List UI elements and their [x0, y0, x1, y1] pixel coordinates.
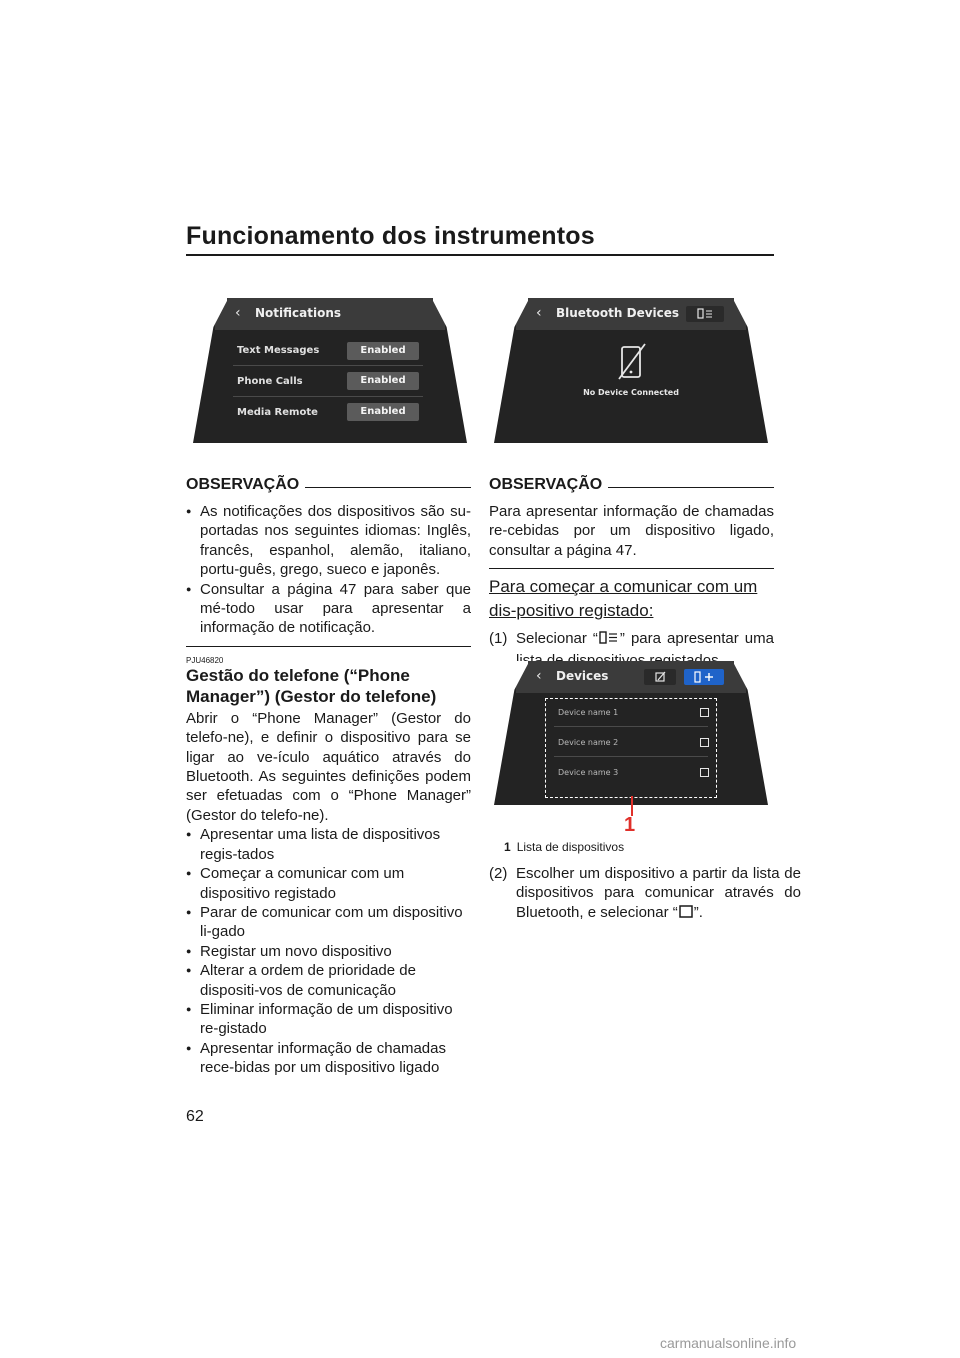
right-column — [489, 476, 774, 670]
section-intro: Abrir o “Phone Manager” (Gestor do telefo-ne), e definir o dispositivo para se ligar ao ve-ículo aquático através do Bluetooth. As seguintes definições podem ser efetuadas com o “Phone Manager” (Gestor do telefo-ne). — [186, 709, 471, 824]
list-item: ● Começar a comunicar com um dispositivo registado — [186, 864, 471, 903]
note-text: Para apresentar informação de chamadas re-cebidas por um dispositivo ligado, consultar a página 47. — [489, 503, 774, 559]
caption-number: 1 — [504, 840, 511, 854]
caption-text: Lista de dispositivos — [516, 840, 625, 854]
note-heading-rule — [608, 487, 774, 488]
checkbox-icon — [678, 905, 694, 924]
page-header-title: Funcionamento dos instrumentos — [186, 222, 595, 250]
row-divider — [233, 396, 423, 397]
bluetooth-title-bar — [516, 298, 746, 330]
section-title: Gestão do telefone (“Phone Manager”) (Gestor do telefone) — [186, 665, 437, 706]
step-number: (1) — [489, 630, 508, 648]
step-2 — [489, 864, 801, 924]
text-messages-label: Text Messages — [237, 345, 320, 356]
back-chevron-icon[interactable]: ‹ — [536, 305, 542, 321]
list-item: ● Eliminar informação de um dispositivo re-gistado — [186, 1000, 471, 1039]
section-code: PJU46820 — [186, 655, 224, 665]
phone-calls-toggle[interactable]: Enabled — [347, 372, 419, 390]
list-item: ● Apresentar uma lista de dispositivos regis-tados — [186, 825, 471, 864]
no-device-status: No Device Connected — [583, 388, 679, 397]
device-name-2[interactable]: Device name 2 — [558, 738, 619, 747]
device-list-icon — [598, 631, 620, 650]
row-divider — [554, 726, 708, 727]
device-checkbox-icon[interactable] — [700, 708, 709, 717]
page-number: 62 — [186, 1108, 204, 1125]
add-device-icon[interactable] — [684, 669, 724, 685]
callout-line — [631, 796, 633, 816]
note-bullet: ● Consultar a página 47 para saber que mé-todo usar para apresentar a informação de notificação. — [186, 580, 471, 638]
callout-number: 1 — [624, 814, 636, 836]
note-bullet: ● As notificações dos dispositivos são su-portadas nos seguintes idiomas: Inglês, francês, espanhol, alemão, italiano, portu-guês, grego, sueco e japonês. — [186, 502, 471, 580]
list-item: ● Parar de comunicar com um dispositivo li-gado — [186, 903, 471, 942]
text-messages-toggle[interactable]: Enabled — [347, 342, 419, 360]
step-number: (2) — [489, 865, 508, 882]
step-text-pre: Selecionar “ — [516, 630, 598, 648]
note-end-rule — [186, 646, 471, 647]
notifications-title: Notifications — [255, 306, 342, 320]
notifications-screen — [193, 298, 467, 443]
back-chevron-icon[interactable]: ‹ — [235, 305, 241, 321]
device-name-1[interactable]: Device name 1 — [558, 708, 619, 717]
phone-calls-label: Phone Calls — [237, 376, 303, 387]
row-divider — [233, 365, 423, 366]
list-item: ● Alterar a ordem de prioridade de dispositi-vos de comunicação — [186, 961, 471, 1000]
figure-caption — [504, 840, 624, 854]
devices-screen — [494, 661, 768, 805]
note-end-rule — [489, 568, 774, 569]
device-checkbox-icon[interactable] — [700, 768, 709, 777]
media-remote-label: Media Remote — [237, 407, 318, 418]
header-rule — [186, 254, 774, 256]
media-remote-toggle[interactable]: Enabled — [347, 403, 419, 421]
step-text-post: ” para apresentar uma — [619, 630, 774, 648]
note-heading-rule — [305, 487, 471, 488]
note-heading: OBSERVAÇÃO — [489, 476, 603, 493]
left-column — [186, 476, 471, 1078]
bluetooth-devices-title: Bluetooth Devices — [556, 306, 680, 320]
devices-title: Devices — [556, 669, 609, 683]
device-name-3[interactable]: Device name 3 — [558, 768, 619, 777]
row-divider — [554, 756, 708, 757]
step-text-post: ”. — [693, 903, 703, 921]
devices-title-bar — [516, 661, 746, 693]
note-heading: OBSERVAÇÃO — [186, 476, 300, 493]
back-chevron-icon[interactable]: ‹ — [536, 668, 542, 684]
device-list-icon[interactable] — [686, 306, 724, 322]
no-device-phone-icon — [616, 343, 648, 385]
list-item: ● Apresentar informação de chamadas rece-bidas por um dispositivo ligado — [186, 1039, 471, 1078]
watermark: carmanualsonline.info — [660, 1335, 797, 1351]
edit-icon[interactable] — [644, 669, 676, 685]
notifications-title-bar — [215, 298, 445, 330]
list-item: ● Registar um novo dispositivo — [186, 942, 471, 961]
step-text-pre: Escolher um dispositivo a partir da lista de dispositivos para comunicar através do Bluetooth, e selecionar “ — [516, 865, 801, 921]
subsection-title: Para começar a comunicar com um dis-positivo registado: — [489, 577, 758, 621]
device-checkbox-icon[interactable] — [700, 738, 709, 747]
bluetooth-devices-screen — [494, 298, 768, 443]
